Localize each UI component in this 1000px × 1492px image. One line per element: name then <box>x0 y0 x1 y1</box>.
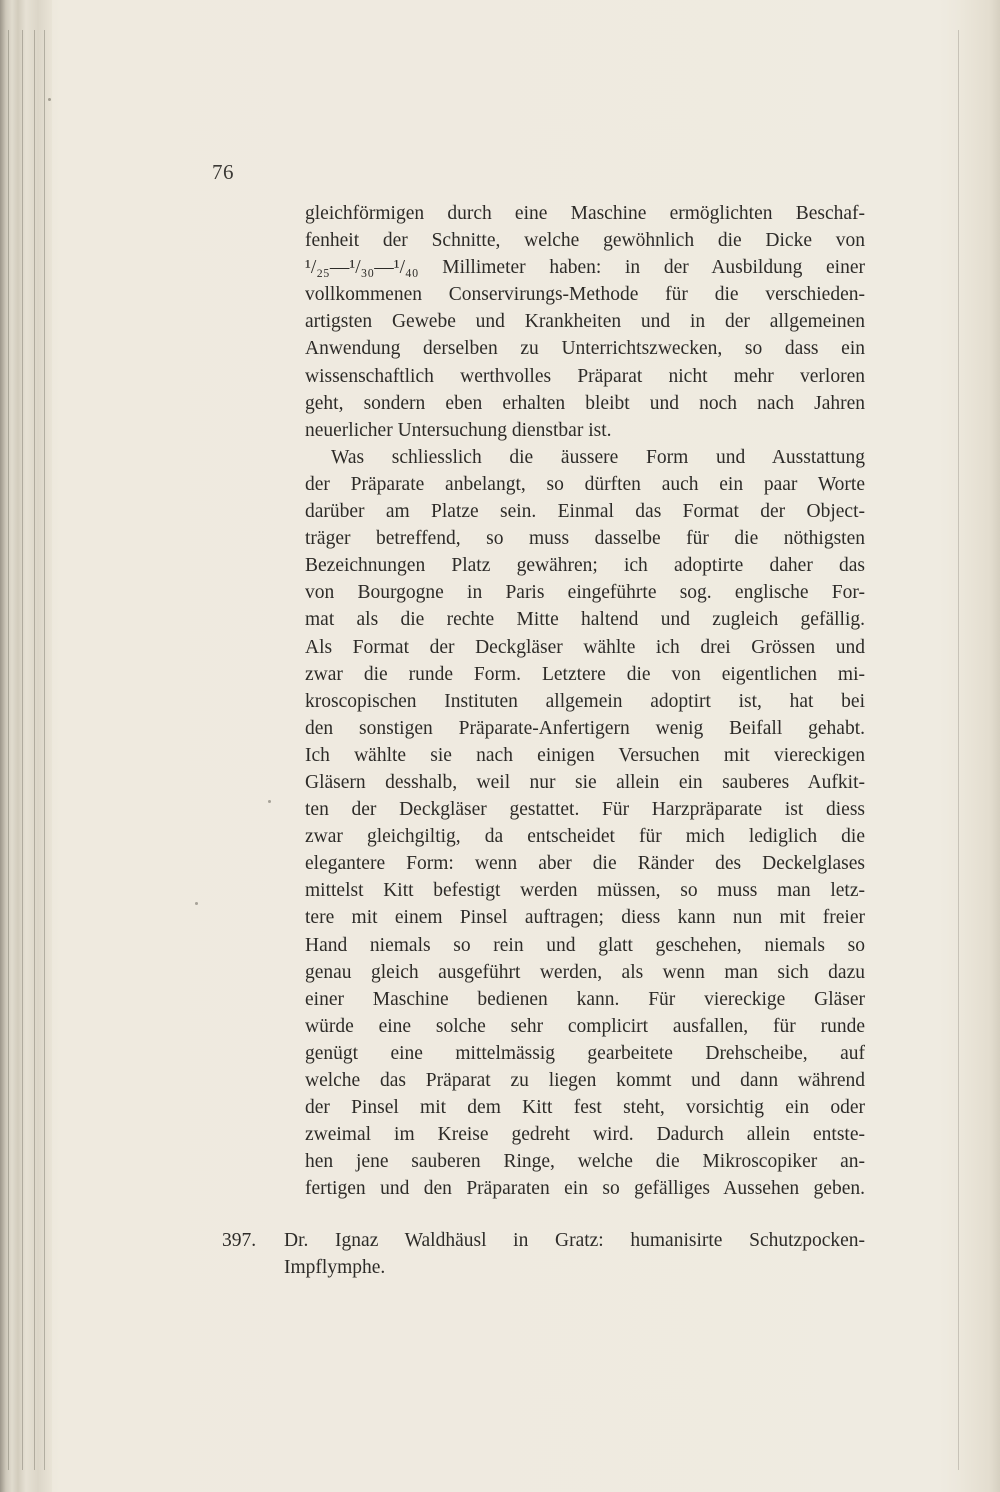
text-line: vollkommenen Conservirungs-Methode für die verschieden- <box>305 284 865 306</box>
text-line: tere mit einem Pinsel auftragen; diess kann nun mit freier <box>305 907 865 929</box>
entry-line: Dr. Ignaz Waldhäusl in Gratz: humanisirte Schutzpocken- <box>284 1230 865 1251</box>
text-line: fertigen und den Präparaten ein so gefälliges Aussehen geben. <box>305 1178 865 1200</box>
text-line: mittelst Kitt befestigt werden müssen, so muss man letz- <box>305 880 865 902</box>
text-line: welche das Präparat zu liegen kommt und dann während <box>305 1070 865 1091</box>
text-line: ¹/₂₅—¹/₃₀—¹/₄₀ Millimeter haben: in der Ausbildung einer <box>305 257 865 279</box>
text-line: der Pinsel mit dem Kitt fest steht, vorsichtig ein oder <box>305 1097 865 1119</box>
text-line: genau gleich ausgeführt werden, als wenn man sich dazu <box>305 961 865 983</box>
text-line: Gläsern desshalb, weil nur sie allein ein sauberes Aufkit- <box>305 771 865 793</box>
text-line: kroscopischen Instituten allgemein adoptirt ist, hat bei <box>305 690 865 712</box>
text-line: zwar gleichgiltig, da entscheidet für mich lediglich die <box>305 826 865 848</box>
text-line: fenheit der Schnitte, welche gewöhnlich die Dicke von <box>305 230 865 252</box>
text-line: darüber am Platze sein. Einmal das Format der Object- <box>305 501 865 523</box>
text-line: mat als die rechte Mitte haltend und zugleich gefällig. <box>305 609 865 631</box>
entry-line: Impflymphe. <box>284 1257 386 1279</box>
text-line: würde eine solche sehr complicirt ausfallen, für runde <box>305 1015 865 1037</box>
right-page-rule <box>958 30 959 1470</box>
text-line: Hand niemals so rein und glatt geschehen, niemals so <box>305 934 865 956</box>
text-line: Ich wählte sie nach einigen Versuchen mit viereckigen <box>305 744 865 766</box>
page-number: 76 <box>212 160 234 184</box>
text-line: einer Maschine bedienen kann. Für viereckige Gläser <box>305 988 865 1010</box>
right-page-edge <box>960 0 1000 1492</box>
text-line: Als Format der Deckgläser wählte ich drei Grössen und <box>305 636 865 658</box>
binding-line <box>22 30 23 1470</box>
text-line: neuerlicher Untersuchung dienstbar ist. <box>305 419 612 441</box>
text-line: zwar die runde Form. Letztere die von eigentlichen mi- <box>305 663 865 685</box>
text-line: geht, sondern eben erhalten bleibt und noch nach Jahren <box>305 392 865 414</box>
text-line: von Bourgogne in Paris eingeführte sog. englische For- <box>305 582 865 604</box>
entry-number: 397. <box>222 1230 257 1251</box>
paper-speck <box>48 98 51 101</box>
text-line: Anwendung derselben zu Unterrichtszwecken, so dass ein <box>305 338 865 360</box>
text-line: Was schliesslich die äussere Form und Ausstattung <box>331 446 865 468</box>
binding-line <box>44 30 45 1470</box>
text-line: genügt eine mittelmässig gearbeitete Drehscheibe, auf <box>305 1042 865 1064</box>
text-line: den sonstigen Präparate-Anfertigern wenig Beifall gehabt. <box>305 717 865 739</box>
text-line: der Präparate anbelangt, so dürften auch ein paar Worte <box>305 473 865 495</box>
catalogue-entry <box>222 1227 865 1281</box>
binding-line <box>34 30 35 1470</box>
text-line: artigsten Gewebe und Krankheiten und in der allgemeinen <box>305 311 865 333</box>
text-line: elegantere Form: wenn aber die Ränder des Deckelglases <box>305 853 865 875</box>
text-line: gleichförmigen durch eine Maschine ermöglichten Beschaf- <box>305 203 865 224</box>
binding-line <box>8 30 9 1470</box>
paper-speck <box>268 800 271 803</box>
text-line: Bezeichnungen Platz gewähren; ich adoptirte daher das <box>305 555 865 577</box>
text-line: ten der Deckgläser gestattet. Für Harzpräparate ist diess <box>305 799 865 821</box>
text-line: träger betreffend, so muss dasselbe für die nöthigsten <box>305 528 865 550</box>
text-line: hen jene sauberen Ringe, welche die Mikroscopiker an- <box>305 1151 865 1173</box>
text-line: wissenschaftlich werthvolles Präparat nicht mehr verloren <box>305 365 865 387</box>
text-line: zweimal im Kreise gedreht wird. Dadurch allein entste- <box>305 1124 865 1146</box>
body-text <box>305 200 865 1202</box>
paper-speck <box>195 902 198 905</box>
